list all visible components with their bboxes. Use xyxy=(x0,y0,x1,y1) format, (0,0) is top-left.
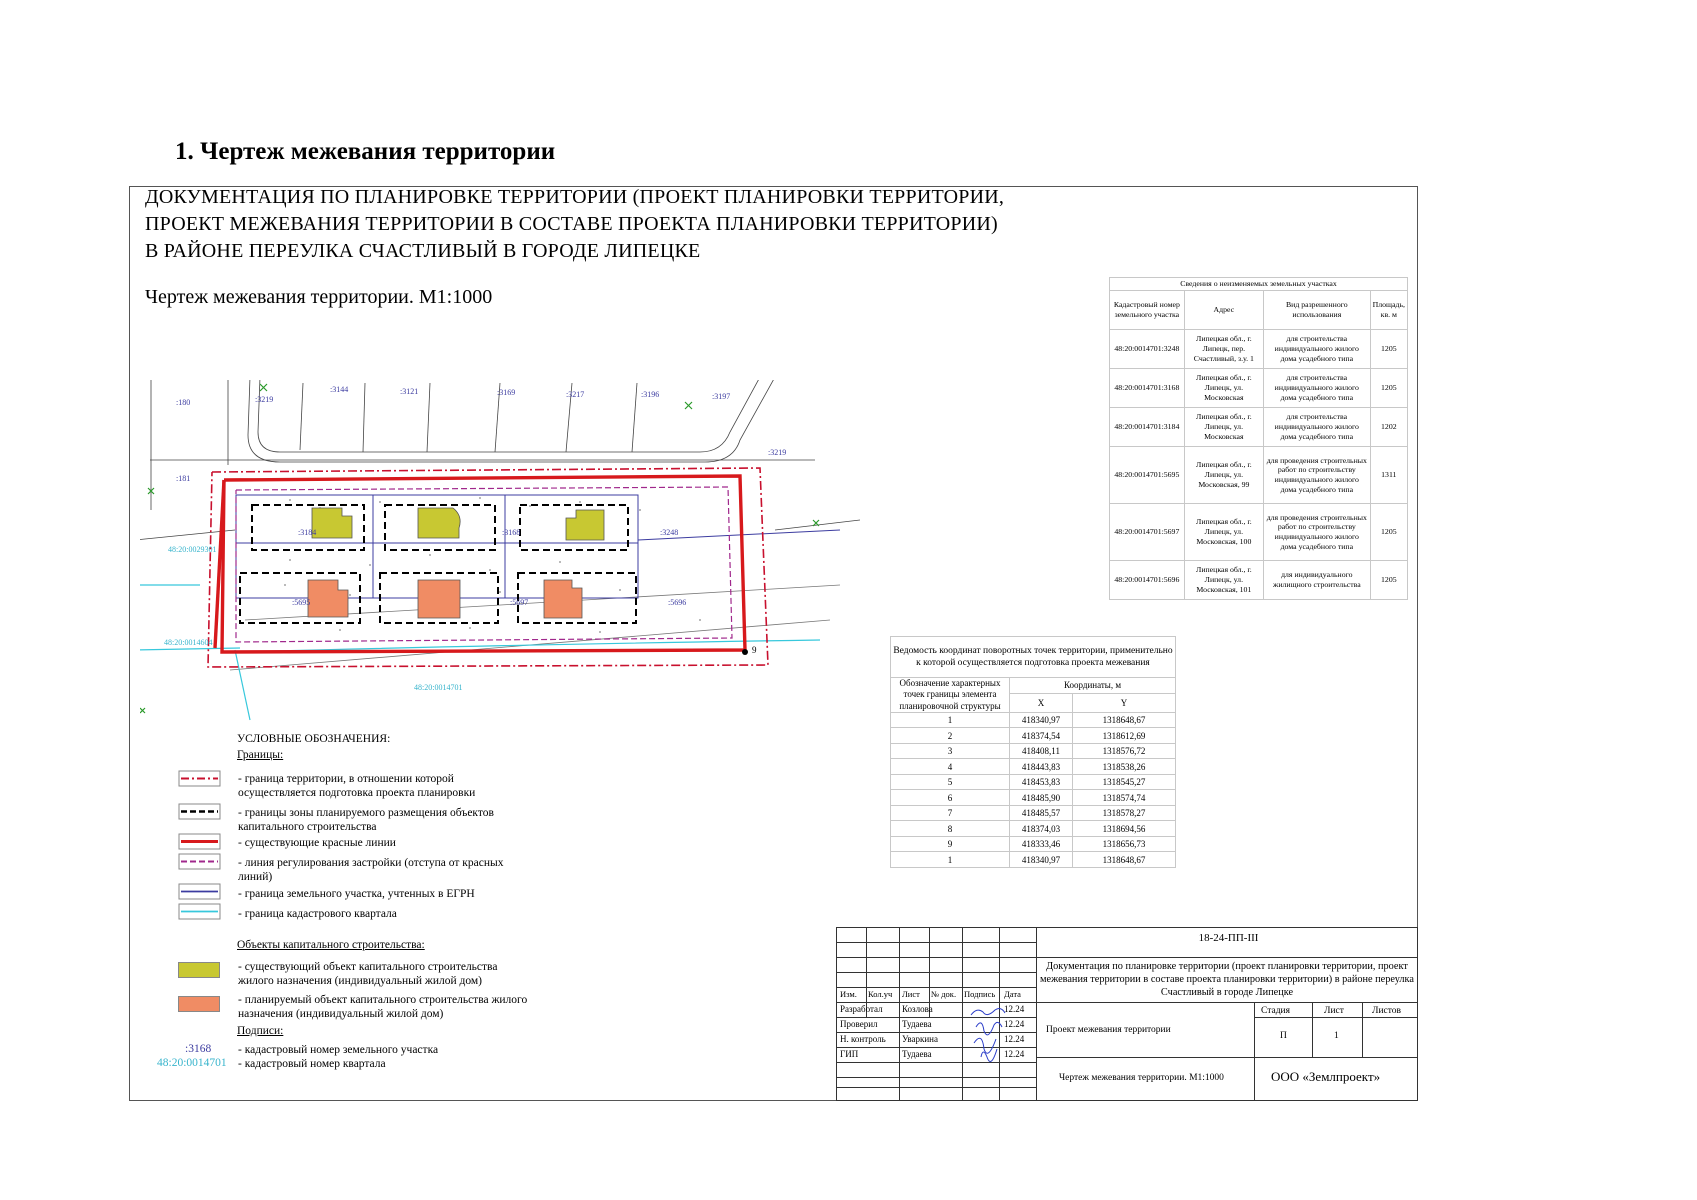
coords-cell: 1318538,26 xyxy=(1073,759,1176,775)
stamp-date: 12.24 xyxy=(1004,1034,1025,1044)
parcels-cell: для проведения строительных работ по строительству индивидуального жилого дома усадебного типа xyxy=(1263,504,1370,561)
drawing-title: Чертеж межевания территории. М1:1000 xyxy=(145,286,493,308)
parcels-row xyxy=(1110,561,1408,600)
parcels-row xyxy=(1110,447,1408,504)
section-title: 1. Чертеж межевания территории xyxy=(175,138,556,165)
legend-sample-quarter: 48:20:0014701 xyxy=(157,1057,227,1069)
doc-title-line-1: ДОКУМЕНТАЦИЯ ПО ПЛАНИРОВКЕ ТЕРРИТОРИИ (ПРОЕКТ ПЛАНИРОВКИ ТЕРРИТОРИИ, xyxy=(145,186,1005,208)
parcel-label: :3197 xyxy=(712,392,731,401)
coords-header-coords: Координаты, м xyxy=(1010,678,1176,694)
stamp-stage-header: Стадия xyxy=(1261,1006,1290,1016)
parcels-row xyxy=(1110,408,1408,447)
legend-object-existing: - существующий объект капитального строительства жилого назначения (индивидуальный жилой дом) xyxy=(238,961,498,987)
point-label: 9 xyxy=(752,645,757,655)
coords-cell: 418408,11 xyxy=(1010,743,1073,759)
coords-cell: 418340,97 xyxy=(1010,852,1073,868)
parcels-cell: 1202 xyxy=(1370,408,1407,447)
stamp-header-izm: Изм. xyxy=(840,989,857,999)
parcels-cell: 48:20:0014701:5696 xyxy=(1110,561,1185,600)
coords-row xyxy=(891,790,1176,806)
legend-item-zone: - границы зоны планируемого размещения объектов капитального строительства xyxy=(238,807,494,833)
parcels-cell: 1205 xyxy=(1370,369,1407,408)
coords-cell: 8 xyxy=(891,821,1010,837)
parcel-label: :3169 xyxy=(497,388,516,397)
legend-item-quarter: - граница кадастрового квартала xyxy=(238,908,397,920)
stamp-person: Козлова xyxy=(902,1004,933,1014)
stamp-code: 18-24-ПП-III xyxy=(1198,932,1259,944)
stamp-person: Тудаева xyxy=(902,1019,932,1029)
parcels-cell: Липецкая обл., г. Липецк, ул. Московская xyxy=(1184,408,1263,447)
parcels-row xyxy=(1110,369,1408,408)
legend-item-parcel: - граница земельного участка, учтенных в ЕГРН xyxy=(238,888,475,900)
legend-item-territory: - граница территории, в отношении которой осуществляется подготовка проекта планировки xyxy=(238,773,476,799)
coords-header-y: Y xyxy=(1073,693,1176,712)
coords-header-x: X xyxy=(1010,693,1073,712)
coords-row xyxy=(891,712,1176,728)
parcels-row xyxy=(1110,330,1408,369)
parcels-cell: 1205 xyxy=(1370,561,1407,600)
coords-row xyxy=(891,728,1176,744)
cadastral-map xyxy=(140,380,860,725)
coords-cell: 1318656,73 xyxy=(1073,836,1176,852)
coords-cell: 1 xyxy=(891,712,1010,728)
coords-caption: Ведомость координат поворотных точек территории, применительно к которой осуществляется подготовка проекта межевания xyxy=(891,637,1176,678)
quarter-label: 48:20:0014604 xyxy=(164,638,213,647)
legend-sample-parcel: :3168 xyxy=(185,1043,212,1055)
parcel-label: :3219 xyxy=(255,395,274,404)
coords-row xyxy=(891,774,1176,790)
coords-cell: 418443,83 xyxy=(1010,759,1073,775)
parcels-cell: 48:20:0014701:3248 xyxy=(1110,330,1185,369)
coords-cell: 1 xyxy=(891,852,1010,868)
coords-cell: 418374,54 xyxy=(1010,728,1073,744)
legend-labels-heading: Подписи: xyxy=(237,1025,284,1037)
coords-cell: 1318648,67 xyxy=(1073,852,1176,868)
coords-cell: 418374,03 xyxy=(1010,821,1073,837)
coords-cell: 5 xyxy=(891,774,1010,790)
parcels-cell: 48:20:0014701:5695 xyxy=(1110,447,1185,504)
legend-borders-heading: Границы: xyxy=(237,749,284,761)
coords-cell: 418485,57 xyxy=(1010,805,1073,821)
parcel-label: :3121 xyxy=(400,387,419,396)
coords-cell: 1318694,56 xyxy=(1073,821,1176,837)
stamp-header-list: Лист xyxy=(902,989,920,999)
coords-cell: 418485,90 xyxy=(1010,790,1073,806)
legend-item-setback: - линия регулирования застройки (отступа от красных линий) xyxy=(238,857,504,883)
quarter-label: 48:20:0029301 xyxy=(168,545,217,554)
stamp-drawing: Чертеж межевания территории. М1:1000 xyxy=(1059,1073,1224,1083)
parcel-label: :3144 xyxy=(330,385,349,394)
coords-cell: 9 xyxy=(891,836,1010,852)
coords-row xyxy=(891,743,1176,759)
coords-cell: 1318576,72 xyxy=(1073,743,1176,759)
parcels-cell: для проведения строительных работ по строительству индивидуального жилого дома усадебного типа xyxy=(1263,447,1370,504)
stamp-person: Уваркина xyxy=(902,1034,938,1044)
stamp-header-doc: № док. xyxy=(931,989,957,999)
coords-cell: 1318578,27 xyxy=(1073,805,1176,821)
stamp-header-date: Дата xyxy=(1004,989,1021,999)
parcels-caption: Сведения о неизменяемых земельных участках xyxy=(1110,278,1408,291)
coords-cell: 2 xyxy=(891,728,1010,744)
stamp-date: 12.24 xyxy=(1004,1049,1025,1059)
legend-label-parcel: - кадастровый номер земельного участка xyxy=(238,1044,439,1056)
coords-cell: 1318545,27 xyxy=(1073,774,1176,790)
parcels-cell: 1205 xyxy=(1370,330,1407,369)
legend-item-red-lines: - существующие красные линии xyxy=(238,837,396,849)
legend-label-quarter: - кадастровый номер квартала xyxy=(238,1058,386,1070)
parcel-label: :3184 xyxy=(298,528,317,537)
stamp-role: ГИП xyxy=(840,1049,859,1059)
stamp-role: Проверил xyxy=(840,1019,878,1029)
coords-row xyxy=(891,852,1176,868)
parcels-cell: для индивидуального жилищного строительства xyxy=(1263,561,1370,600)
parcels-cell: Липецкая обл., г. Липецк, ул. Московская xyxy=(1184,369,1263,408)
parcels-header-cadastral: Кадастровый номер земельного участка xyxy=(1110,291,1185,330)
parcels-cell: Липецкая обл., г. Липецк, пер. Счастливый, з.у. 1 xyxy=(1184,330,1263,369)
coords-cell: 3 xyxy=(891,743,1010,759)
parcels-cell: Липецкая обл., г. Липецк, ул. Московская, 99 xyxy=(1184,447,1263,504)
legend-object-planned: - планируемый объект капитального строительства жилого назначения (индивидуальный жилой дом) xyxy=(238,994,528,1020)
parcel-label: :3217 xyxy=(566,390,585,399)
coords-header-point: Обозначение характерных точек границы элемента планировочной структуры xyxy=(891,678,1010,713)
parcel-label: :5695 xyxy=(292,598,311,607)
stamp-header-kolvo: Кол.уч xyxy=(868,989,893,999)
coords-cell: 418453,83 xyxy=(1010,774,1073,790)
title-block xyxy=(836,927,1418,1101)
parcels-table xyxy=(1109,277,1408,600)
coords-table xyxy=(890,636,1176,868)
parcels-cell: 1205 xyxy=(1370,504,1407,561)
stamp-section: Проект межевания территории xyxy=(1046,1025,1171,1035)
parcels-cell: Липецкая обл., г. Липецк, ул. Московская, 100 xyxy=(1184,504,1263,561)
parcels-cell: 48:20:0014701:5697 xyxy=(1110,504,1185,561)
doc-title-line-2: ПРОЕКТ МЕЖЕВАНИЯ ТЕРРИТОРИИ В СОСТАВЕ ПРОЕКТА ПЛАНИРОВКИ ТЕРРИТОРИИ) xyxy=(145,213,998,235)
legend-swatch-existing xyxy=(178,962,220,978)
legend-objects-heading: Объекты капитального строительства: xyxy=(237,939,425,951)
coords-cell: 1318648,67 xyxy=(1073,712,1176,728)
stamp-header-sign: Подпись xyxy=(964,989,996,999)
parcels-cell: 1311 xyxy=(1370,447,1407,504)
parcels-cell: для строительства индивидуального жилого дома усадебного типа xyxy=(1263,408,1370,447)
parcel-label: :3248 xyxy=(660,528,679,537)
parcel-label: :3219 xyxy=(768,448,787,457)
parcels-cell: для строительства индивидуального жилого дома усадебного типа xyxy=(1263,330,1370,369)
stamp-sheets-header: Листов xyxy=(1372,1006,1402,1016)
doc-title-line-3: В РАЙОНЕ ПЕРЕУЛКА СЧАСТЛИВЫЙ В ГОРОДЕ ЛИПЕЦКЕ xyxy=(145,240,701,262)
stamp-date: 12.24 xyxy=(1004,1004,1025,1014)
parcel-label: :180 xyxy=(176,398,191,407)
parcels-cell: Липецкая обл., г. Липецк, ул. Московская, 101 xyxy=(1184,561,1263,600)
parcels-cell: 48:20:0014701:3168 xyxy=(1110,369,1185,408)
parcels-header-use: Вид разрешенного использования xyxy=(1263,291,1370,330)
legend-swatches xyxy=(178,770,222,940)
coords-cell: 1318612,69 xyxy=(1073,728,1176,744)
stamp-role: Разработал xyxy=(840,1004,883,1014)
coords-cell: 1318574,74 xyxy=(1073,790,1176,806)
coords-cell: 6 xyxy=(891,790,1010,806)
stamp-title: Документация по планировке территории (проект планировки территории, проект межевания территории в составе проекта планировки территории) в районе переулка Счастливый в городе Липецке xyxy=(1040,961,1414,998)
stamp-stage: П xyxy=(1280,1031,1287,1041)
parcels-cell: 48:20:0014701:3184 xyxy=(1110,408,1185,447)
coords-row xyxy=(891,805,1176,821)
coords-cell: 418340,97 xyxy=(1010,712,1073,728)
parcels-cell: для строительства индивидуального жилого дома усадебного типа xyxy=(1263,369,1370,408)
stamp-role: Н. контроль xyxy=(840,1034,886,1044)
parcel-label: :181 xyxy=(176,474,191,483)
quarter-label: 48:20:0014701 xyxy=(414,683,463,692)
coords-cell: 4 xyxy=(891,759,1010,775)
stamp-sheet: 1 xyxy=(1334,1031,1339,1041)
stamp-company: ООО «Землпроект» xyxy=(1271,1069,1381,1084)
coords-cell: 7 xyxy=(891,805,1010,821)
parcel-label: :5697 xyxy=(510,598,529,607)
parcels-header-area: Площадь, кв. м xyxy=(1370,291,1407,330)
coords-row xyxy=(891,759,1176,775)
legend-title: УСЛОВНЫЕ ОБОЗНАЧЕНИЯ: xyxy=(237,733,391,745)
parcels-header-address: Адрес xyxy=(1184,291,1263,330)
stamp-sheet-header: Лист xyxy=(1324,1006,1344,1016)
stamp-person: Тудаева xyxy=(902,1049,932,1059)
legend-swatch-planned xyxy=(178,996,220,1012)
coords-cell: 418333,46 xyxy=(1010,836,1073,852)
coords-row xyxy=(891,836,1176,852)
coords-row xyxy=(891,821,1176,837)
parcel-label: :5696 xyxy=(668,598,687,607)
parcel-label: :3196 xyxy=(641,390,660,399)
stamp-date: 12.24 xyxy=(1004,1019,1025,1029)
parcels-row xyxy=(1110,504,1408,561)
parcel-label: :3168 xyxy=(502,528,521,537)
